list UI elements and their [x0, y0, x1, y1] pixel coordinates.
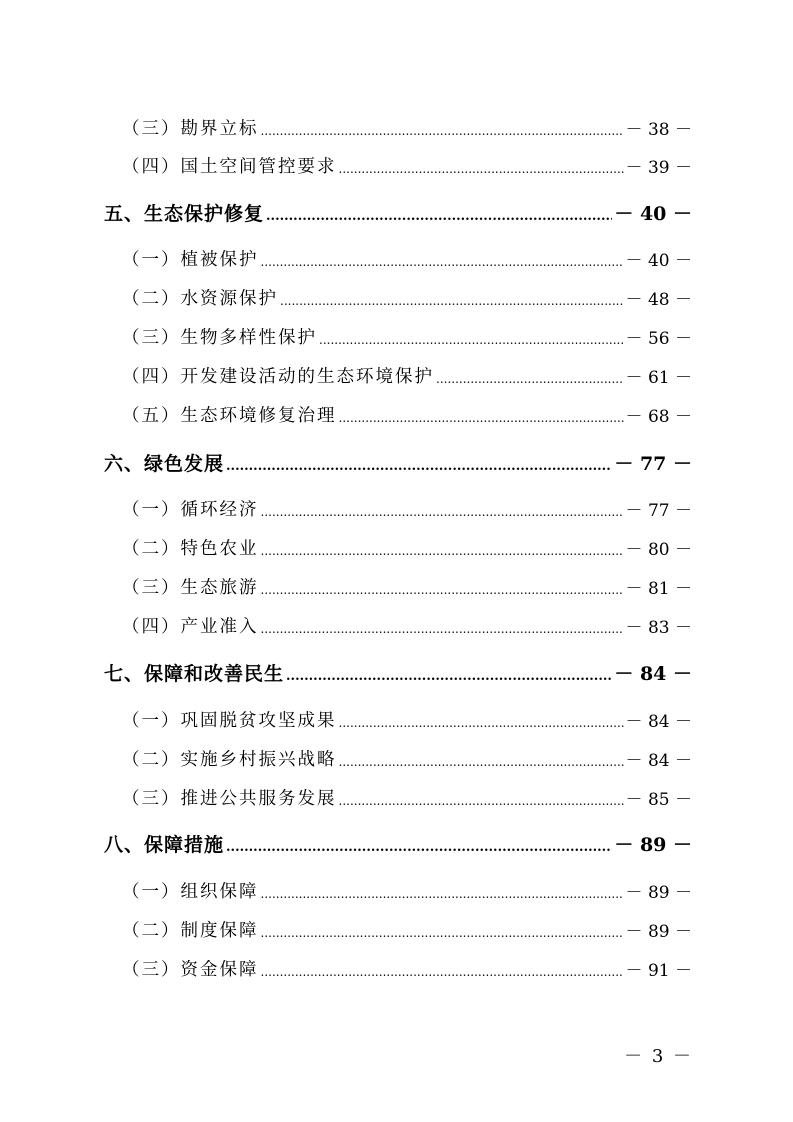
toc-entry-number: （二） — [122, 920, 181, 941]
toc-chapter-page: － 84 － — [614, 662, 692, 685]
toc-entry-page: － 84 － — [625, 750, 692, 771]
toc-entry-number: （四） — [122, 156, 181, 177]
toc-entry-title: 水资源保护 — [180, 288, 278, 309]
page-number: － 3 － — [624, 1046, 693, 1067]
dot-leader — [226, 840, 612, 855]
toc-chapter[interactable] — [104, 657, 692, 687]
toc-entry-number: （三） — [122, 577, 181, 598]
toc-entry-title: 实施乡村振兴战略 — [180, 749, 337, 770]
toc-entry-number: （三） — [122, 327, 181, 348]
toc-entry[interactable] — [122, 875, 692, 905]
toc-chapter-title: 保障和改善民生 — [144, 662, 285, 685]
toc-entry-page: － 84 － — [625, 711, 692, 732]
toc-entry-number: （三） — [122, 118, 181, 139]
toc-chapter[interactable] — [104, 197, 692, 227]
toc-entry-number: （一） — [122, 499, 181, 520]
toc-entry[interactable] — [122, 243, 692, 273]
toc-entry-title: 植被保护 — [180, 249, 259, 270]
toc-entry-page: － 68 － — [625, 406, 692, 427]
toc-entry-page: － 38 － — [625, 119, 692, 140]
toc-chapter-number: 六、 — [104, 452, 145, 475]
toc-entry-title: 组织保障 — [180, 881, 259, 902]
dot-leader — [436, 372, 624, 386]
toc-entry[interactable] — [122, 112, 692, 142]
toc-entry-title: 生态环境修复治理 — [180, 405, 337, 426]
toc-entry-title: 开发建设活动的生态环境保护 — [180, 366, 434, 387]
toc-entry-number: （三） — [122, 788, 181, 809]
dot-leader — [261, 124, 624, 138]
dot-leader — [339, 162, 624, 176]
toc-entry[interactable] — [122, 399, 692, 429]
toc-entry[interactable] — [122, 282, 692, 312]
toc-entry-number: （五） — [122, 405, 181, 426]
toc-entry[interactable] — [122, 571, 692, 601]
toc-entry-page: － 77 － — [625, 500, 692, 521]
toc-entry-title: 巩固脱贫攻坚成果 — [180, 710, 337, 731]
dot-leader — [261, 255, 624, 269]
dot-leader — [261, 583, 624, 597]
toc-chapter-number: 五、 — [104, 202, 145, 225]
dot-leader — [339, 411, 624, 425]
toc-entry-number: （四） — [122, 616, 181, 637]
toc-entry-title: 生态旅游 — [180, 577, 259, 598]
toc-chapter-number: 八、 — [104, 833, 145, 856]
toc-entry-page: － 85 － — [625, 789, 692, 810]
toc-entry-page: － 48 － — [625, 289, 692, 310]
toc-entry-number: （四） — [122, 366, 181, 387]
toc-entry[interactable] — [122, 610, 692, 640]
dot-leader — [319, 333, 624, 347]
dot-leader — [261, 965, 624, 979]
toc-entry-title: 资金保障 — [180, 959, 259, 980]
dot-leader — [261, 887, 624, 901]
toc-chapter-page: － 89 － — [614, 833, 692, 856]
dot-leader — [339, 794, 624, 808]
toc-entry-number: （一） — [122, 249, 181, 270]
toc-entry-number: （一） — [122, 881, 181, 902]
dot-leader — [280, 294, 624, 308]
toc-entry-page: － 91 － — [625, 960, 692, 981]
toc-entry[interactable] — [122, 360, 692, 390]
toc-entry-title: 产业准入 — [180, 616, 259, 637]
toc-entry[interactable] — [122, 493, 692, 523]
dot-leader — [339, 755, 624, 769]
toc-entry-number: （二） — [122, 749, 181, 770]
dot-leader — [226, 459, 612, 474]
dot-leader — [286, 669, 612, 684]
toc-entry-number: （二） — [122, 538, 181, 559]
toc-chapter-page: － 40 － — [614, 202, 692, 225]
toc-chapter[interactable] — [104, 828, 692, 858]
dot-leader — [261, 505, 624, 519]
toc-entry[interactable] — [122, 782, 692, 812]
toc-entry-page: － 89 － — [625, 921, 692, 942]
toc-chapter-title: 绿色发展 — [144, 452, 225, 475]
toc-entry[interactable] — [122, 321, 692, 351]
toc-entry-page: － 83 － — [625, 617, 692, 638]
toc-entry-title: 制度保障 — [180, 920, 259, 941]
toc-entry-page: － 81 － — [625, 578, 692, 599]
dot-leader — [261, 544, 624, 558]
dot-leader — [261, 622, 624, 636]
toc-chapter-page: － 77 － — [614, 452, 692, 475]
toc-entry-page: － 40 － — [625, 250, 692, 271]
toc-entry-page: － 56 － — [625, 328, 692, 349]
dot-leader — [339, 716, 624, 730]
toc-chapter[interactable] — [104, 447, 692, 477]
toc-entry-page: － 39 － — [625, 157, 692, 178]
toc-entry-number: （二） — [122, 288, 181, 309]
toc-entry-title: 生物多样性保护 — [180, 327, 317, 348]
toc-chapter-title: 保障措施 — [144, 833, 225, 856]
toc-entry-title: 国土空间管控要求 — [180, 156, 337, 177]
toc-entry[interactable] — [122, 743, 692, 773]
toc-entry[interactable] — [122, 532, 692, 562]
toc-entry[interactable] — [122, 704, 692, 734]
toc-entry[interactable] — [122, 914, 692, 944]
toc-chapter-title: 生态保护修复 — [144, 202, 265, 225]
dot-leader — [261, 926, 624, 940]
toc-entry-title: 特色农业 — [180, 538, 259, 559]
dot-leader — [266, 209, 612, 224]
toc-entry-number: （三） — [122, 959, 181, 980]
toc-entry-title: 推进公共服务发展 — [180, 788, 337, 809]
toc-entry-page: － 61 － — [625, 367, 692, 388]
toc-entry-page: － 80 － — [625, 539, 692, 560]
toc-entry-title: 循环经济 — [180, 499, 259, 520]
toc-entry-title: 勘界立标 — [180, 118, 259, 139]
toc-entry[interactable] — [122, 150, 692, 180]
toc-entry-page: － 89 － — [625, 882, 692, 903]
toc-entry-number: （一） — [122, 710, 181, 731]
toc-entry[interactable] — [122, 953, 692, 983]
toc-chapter-number: 七、 — [104, 662, 145, 685]
